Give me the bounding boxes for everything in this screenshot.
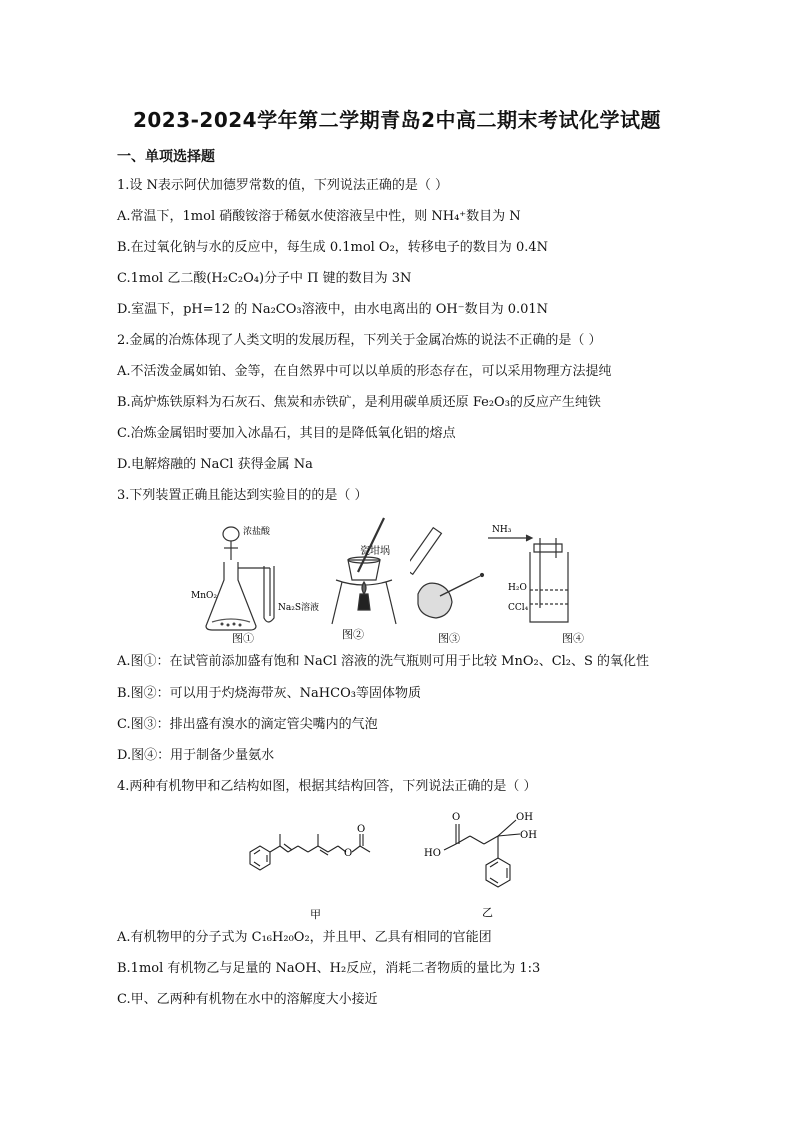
- q4-stem: 4.两种有机物甲和乙结构如图，根据其结构回答，下列说法正确的是（ ）: [117, 779, 537, 794]
- yi-oh-1: OH: [516, 812, 533, 823]
- figure-3-burette: [410, 518, 488, 643]
- q2-stem: 2.金属的冶炼体现了人类文明的发展历程，下列关于金属冶炼的说法不正确的是（ ）: [117, 333, 602, 348]
- fig4-caption: 图④: [562, 632, 584, 643]
- structure-jia: [240, 822, 390, 920]
- fig3-caption: 图③: [438, 632, 460, 643]
- yi-caption: 乙: [482, 906, 493, 919]
- section-heading: 一、单项选择题: [117, 149, 215, 165]
- q3-stem: 3.下列装置正确且能达到实验目的的是（ ）: [117, 488, 368, 503]
- q1-option-a: A.常温下，1mol 硝酸铵溶于稀氨水使溶液呈中性，则 NH₄⁺数目为 N: [117, 209, 521, 224]
- jia-caption: 甲: [310, 908, 321, 920]
- figure-2-crucible: [322, 514, 414, 644]
- q1-option-d: D.室温下，pH=12 的 Na₂CO₃溶液中，由水电离出的 OH⁻数目为 0.01N: [117, 302, 549, 317]
- q1-option-c: C.1mol 乙二酸(H₂C₂O₄)分子中 Π 键的数目为 3N: [117, 271, 412, 286]
- fig2-label-crucible: 瓷坩埚: [360, 546, 390, 557]
- figure-1-chlorine-generator: [188, 518, 323, 643]
- yi-o: O: [452, 812, 461, 823]
- q3-option-c: C.图③：排出盛有溴水的滴定管尖嘴内的气泡: [117, 717, 378, 732]
- q2-option-b: B.高炉炼铁原料为石灰石、焦炭和赤铁矿，是利用碳单质还原 Fe₂O₃的反应产生纯铁: [117, 395, 601, 410]
- fig1-caption: 图①: [232, 632, 254, 643]
- q2-option-a: A.不活泼金属如铂、金等，在自然界中可以以单质的形态存在，可以采用物理方法提纯: [117, 364, 612, 379]
- jia-o2: O: [357, 824, 366, 835]
- q2-option-c: C.冶炼金属铝时要加入冰晶石，其目的是降低氧化铝的熔点: [117, 426, 456, 441]
- fig4-label-nh3: NH₃: [492, 525, 512, 535]
- structure-yi: [420, 800, 570, 920]
- yi-ho: HO: [424, 848, 441, 859]
- fig2-caption: 图②: [342, 628, 364, 641]
- q4-option-c: C.甲、乙两种有机物在水中的溶解度大小接近: [117, 992, 378, 1007]
- fig1-label-mno2: MnO₂: [191, 591, 217, 601]
- q1-option-b: B.在过氧化钠与水的反应中，每生成 0.1mol O₂，转移电子的数目为 0.4N: [117, 240, 548, 255]
- fig4-label-h2o: H₂O: [508, 583, 527, 593]
- q3-option-d: D.图④：用于制备少量氨水: [117, 748, 275, 763]
- q4-option-a: A.有机物甲的分子式为 C₁₆H₂₀O₂，并且甲、乙具有相同的官能团: [117, 930, 492, 945]
- q1-stem: 1.设 N表示阿伏加德罗常数的值，下列说法正确的是（ ）: [117, 178, 449, 193]
- fig1-label-hcl: 浓盐酸: [243, 527, 271, 537]
- jia-o1: O: [344, 848, 353, 859]
- q3-option-b: B.图②：可以用于灼烧海带灰、NaHCO₃等固体物质: [117, 686, 421, 701]
- page-title: 2023-2024学年第二学期青岛2中高二期末考试化学试题: [132, 108, 662, 132]
- q2-option-d: D.电解熔融的 NaCl 获得金属 Na: [117, 457, 313, 472]
- figure-4-ammonia-bottle: [486, 518, 606, 643]
- fig4-label-ccl4: CCl₄: [508, 603, 529, 613]
- q4-option-b: B.1mol 有机物乙与足量的 NaOH、H₂反应，消耗二者物质的量比为 1:3: [117, 961, 541, 976]
- q3-option-a: A.图①：在试管前添加盛有饱和 NaCl 溶液的洗气瓶则可用于比较 MnO₂、Cl₂、S 的氧化性: [117, 654, 650, 669]
- fig1-label-na2s: Na₂S溶液: [278, 603, 320, 613]
- yi-oh-2: OH: [520, 830, 537, 841]
